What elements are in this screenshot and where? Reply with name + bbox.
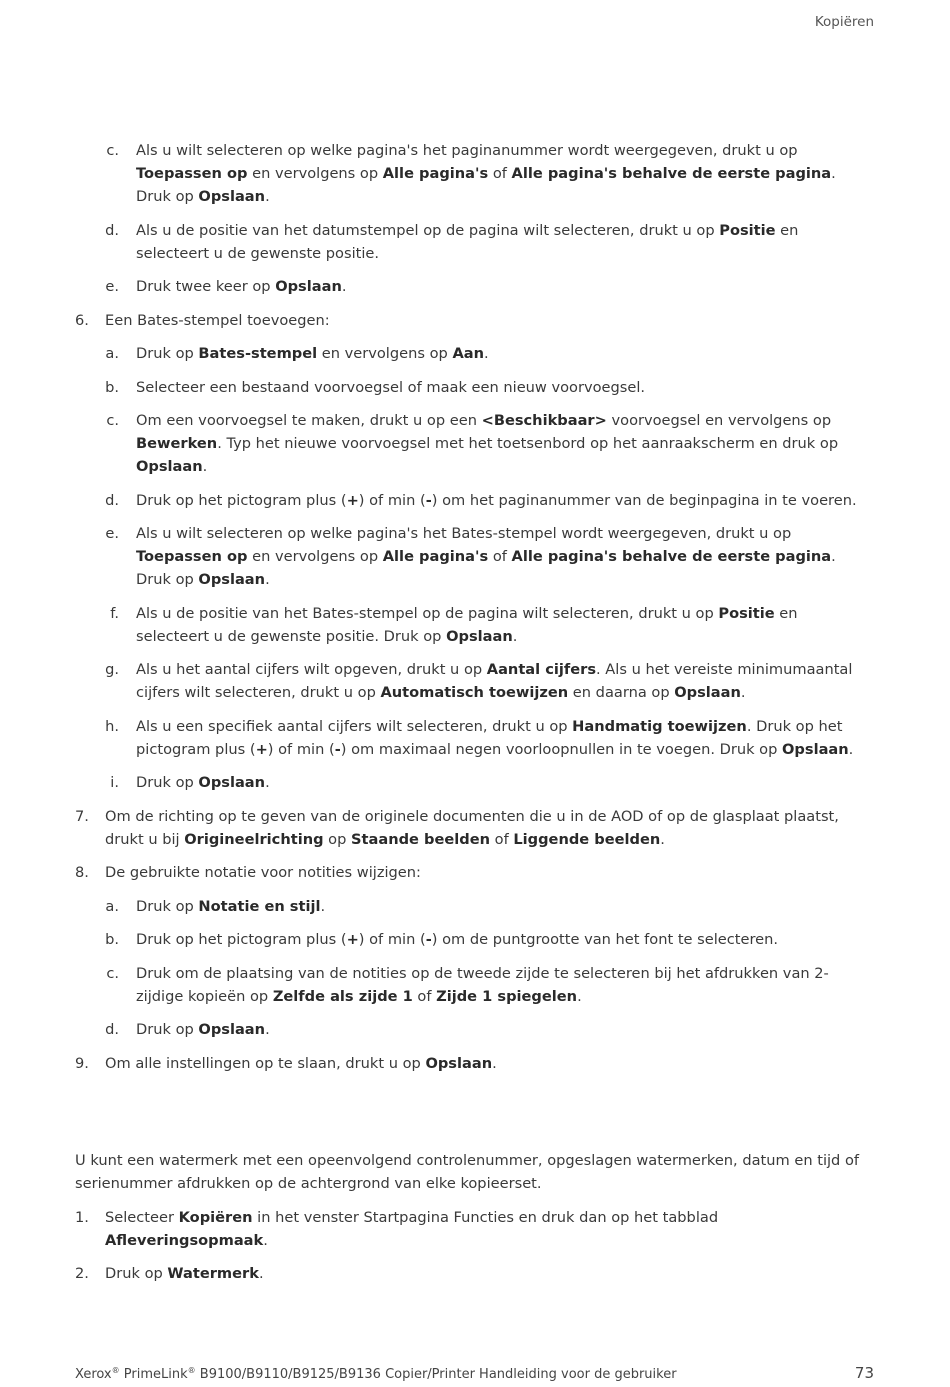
text-segment: . [265,571,270,588]
list-marker: h. [105,717,119,735]
text-segment: . [265,188,270,205]
ui-term-bold: Kopiëren [178,1208,253,1226]
list-marker: e. [105,278,119,295]
text-segment: Druk twee keer op [136,278,276,295]
ui-term-bold: Opslaan [198,571,266,588]
ui-term-bold: Watermerk [167,1265,259,1282]
ui-term-bold: Opslaan [425,1054,493,1072]
text-segment: en vervolgens op [247,548,383,565]
section-gap [75,1085,875,1149]
list-marker: 7. [75,807,89,825]
lettered-substep [75,1018,875,1041]
list-marker: c. [106,964,119,982]
text-segment: . [341,278,347,295]
ui-term-bold: - [425,931,432,948]
ui-term-bold: Opslaan [782,740,849,758]
ui-term-bold: Handmatig toewijzen [572,717,747,735]
step-text [136,345,489,362]
step-text [136,898,325,915]
lettered-substep [75,409,875,478]
watermark-intro-paragraph: U kunt een watermerk met een opeenvolgend controlenummer, opgeslagen watermerken, datum en tijd of serienummer afdrukken op de achtergrond van elke kopieerset. [75,1152,860,1192]
ui-term-bold: Zelfde als zijde 1 [272,987,413,1005]
ui-term-bold: - [334,740,341,758]
text-segment: ) of min ( [358,491,426,509]
text-segment: . [577,987,582,1005]
numbered-step [75,805,875,851]
watermark-steps-list [75,1206,875,1286]
lettered-substep [75,139,875,208]
list-marker: b. [105,378,119,396]
ui-term-bold: Positie [718,604,775,622]
list-marker: f. [110,604,119,622]
step-text [136,718,853,758]
footer-product: PrimeLink [123,1367,188,1382]
footer-model-text: B9100/B9110/B9125/B9136 Copier/Printer Handleiding voor de gebruiker [199,1367,677,1382]
list-marker: d. [105,491,119,509]
text-segment: . Als u het vereiste minimumaantal cijfers wilt selecteren, drukt u op [136,661,853,701]
text-segment: Om een voorvoegsel te maken, drukt u op een [136,412,482,429]
step-text [136,931,778,948]
ui-term-bold: Bates-stempel [198,345,318,362]
ui-term-bold: Afleveringsopmaak [105,1231,264,1249]
text-segment: voorvoegsel en vervolgens op [606,412,832,429]
ui-term-bold: Opslaan [198,188,266,205]
text-segment: . [512,627,518,645]
text-segment: . [492,1054,497,1072]
list-marker: 9. [75,1054,89,1072]
text-segment: . [740,684,746,701]
text-segment: . Druk op het pictogram plus ( [136,717,843,758]
ui-term-bold: Origineelrichting [184,830,324,848]
text-segment: . Druk op [136,165,836,205]
text-segment: Druk op het pictogram plus ( [136,931,347,948]
text-segment: Als u een specifiek aantal cijfers wilt selecteren, drukt u op [136,717,573,735]
ui-term-bold: Opslaan [446,627,513,645]
lettered-substep [75,489,875,512]
lettered-substep [75,962,875,1008]
step-text [136,379,645,396]
ui-term-bold: Positie [719,221,776,239]
text-segment: Als u de positie van het datumstempel op de pagina wilt selecteren, drukt u op [136,221,720,239]
step-text [136,525,836,588]
ui-term-bold: Toepassen op [136,165,248,182]
text-segment: en selecteert u de gewenste positie. [136,221,799,262]
text-segment: en daarna op [568,684,675,701]
ui-term-bold: Staande beelden [351,830,490,848]
ui-term-bold: Opslaan [136,458,203,475]
text-segment: of [488,165,512,182]
text-segment: in het venster Startpagina Functies en druk dan op het tabblad [252,1208,719,1226]
step-text [136,278,346,295]
text-segment: . [848,740,854,758]
list-marker: d. [105,1021,119,1038]
ui-term-bold: Zijde 1 spiegelen [436,987,578,1005]
text-segment: Als u wilt selecteren op welke pagina's het paginanummer wordt weergegeven, drukt u op [136,142,798,159]
step-text [136,222,798,262]
list-marker: 2. [75,1265,89,1282]
list-marker: i. [110,774,119,791]
instruction-list [75,139,875,1075]
step-text [136,142,836,205]
ui-term-bold: Notatie en stijl [198,897,321,915]
ui-term-bold: Opslaan [198,774,266,791]
list-marker: 1. [75,1208,89,1226]
lettered-substep [75,275,875,298]
lettered-substep [75,342,875,365]
text-segment: . [258,1265,264,1282]
ui-term-bold: + [255,740,268,758]
lettered-substep [75,376,875,399]
text-segment: . [202,458,208,475]
footer-brand: Xerox [75,1367,112,1382]
text-segment: De gebruikte notatie voor notities wijzigen: [105,864,421,881]
text-segment: Om de richting op te geven van de originele documenten die u in de AOD of op de glasplaat plaatst, drukt u bij [105,807,839,848]
running-header-section-title: Kopiëren [814,14,874,30]
ui-term-bold: + [346,491,359,509]
ui-term-bold: Aantal cijfers [486,661,597,678]
step-text [105,864,421,881]
lettered-substep [75,522,875,591]
text-segment: Selecteer een bestaand voorvoegsel of maak een nieuw voorvoegsel. [136,378,646,396]
step-text [136,605,798,645]
lettered-substep [75,771,875,794]
step-text [136,965,829,1005]
ui-term-bold: + [346,931,359,948]
text-segment: en vervolgens op [317,345,453,362]
text-segment: Selecteer [105,1208,179,1226]
text-segment: of [490,830,514,848]
step-text [136,774,270,791]
lettered-substep [75,928,875,951]
text-segment: of [488,548,512,565]
text-segment: . [263,1231,268,1249]
text-segment: . [265,774,270,791]
ui-term-bold: Aan [452,345,484,362]
list-marker: a. [105,345,119,362]
ui-term-bold: Alle pagina's [382,548,489,565]
text-segment: . [320,897,326,915]
text-segment: . [265,1021,270,1038]
step-text [105,1055,497,1072]
ui-term-bold: Toepassen op [136,548,248,565]
numbered-step [75,1206,875,1252]
lettered-substep [75,602,875,648]
text-segment: Druk op [136,774,199,791]
ui-term-bold: Alle pagina's [382,165,489,182]
text-segment: ) om het paginanummer van de beginpagina in te voeren. [431,491,857,509]
list-marker: e. [105,525,119,542]
text-segment: en selecteert u de gewenste positie. Druk op [136,604,798,645]
lettered-substep [75,895,875,918]
text-segment: ) of min ( [358,931,426,948]
text-segment: Een Bates-stempel toevoegen: [105,311,330,329]
ui-term-bold: Opslaan [275,278,342,295]
numbered-step [75,1052,875,1075]
list-marker: c. [106,142,119,159]
lettered-substep [75,219,875,265]
step-text [136,1021,270,1038]
page-content [75,139,875,1296]
step-text [136,492,857,509]
text-segment: Als u de positie van het Bates-stempel op de pagina wilt selecteren, drukt u op [136,604,719,622]
step-text [105,808,839,848]
ui-term-bold: Liggende beelden [513,830,661,848]
ui-term-bold: Bewerken [136,435,218,452]
step-text [105,312,330,329]
ui-term-bold: Alle pagina's behalve de eerste pagina [511,548,832,565]
numbered-step [75,309,875,332]
text-segment: of [412,987,437,1005]
text-segment: ) om maximaal negen voorloopnullen in te voegen. Druk op [340,740,783,758]
list-marker: d. [105,221,119,239]
text-segment: . Typ het nieuwe voorvoegsel met het toetsenbord op het aanraakscherm en druk op [217,435,839,452]
text-segment: ) om de puntgrootte van het font te selecteren. [431,931,779,948]
list-marker: a. [105,897,119,915]
ui-term-bold: Automatisch toewijzen [380,684,569,701]
text-segment: Druk op [136,345,199,362]
text-segment: op [323,830,352,848]
footer-product-line [75,1366,677,1382]
text-segment: . Druk op [136,548,836,588]
ui-term-bold: Opslaan [198,1021,266,1038]
list-marker: g. [105,661,119,678]
lettered-substep [75,715,875,761]
step-text [136,412,838,475]
numbered-step [75,861,875,884]
text-segment: . [660,830,665,848]
registered-mark: ® [111,1366,120,1375]
text-segment: Druk op [136,1021,199,1038]
registered-mark: ® [187,1366,196,1375]
ui-term-bold: <Beschikbaar> [481,412,607,429]
ui-term-bold: Opslaan [674,684,741,701]
text-segment: . [483,345,489,362]
text-segment: Druk op [105,1265,168,1282]
list-marker: 6. [75,311,89,329]
text-segment: Als u het aantal cijfers wilt opgeven, drukt u op [136,661,487,678]
step-text [105,1209,718,1249]
text-segment: Als u wilt selecteren op welke pagina's het Bates-stempel wordt weergegeven, drukt u op [136,525,792,542]
text-segment: en vervolgens op [247,165,383,182]
text-segment: Druk op [136,897,199,915]
step-text [105,1265,264,1282]
ui-term-bold: Alle pagina's behalve de eerste pagina [511,165,832,182]
list-marker: c. [106,412,119,429]
numbered-step [75,1262,875,1285]
text-segment: ) of min ( [267,740,335,758]
ui-term-bold: - [425,491,432,509]
text-segment: Druk om de plaatsing van de notities op de tweede zijde te selecteren bij het afdrukken van 2-zijdige kopieën op [136,964,829,1005]
lettered-substep [75,658,875,704]
list-marker: 8. [75,864,89,881]
text-segment: Om alle instellingen op te slaan, drukt u op [105,1054,426,1072]
step-text [136,661,852,701]
text-segment: Druk op het pictogram plus ( [136,491,347,509]
list-marker: b. [105,931,119,948]
page-number: 73 [854,1364,874,1382]
